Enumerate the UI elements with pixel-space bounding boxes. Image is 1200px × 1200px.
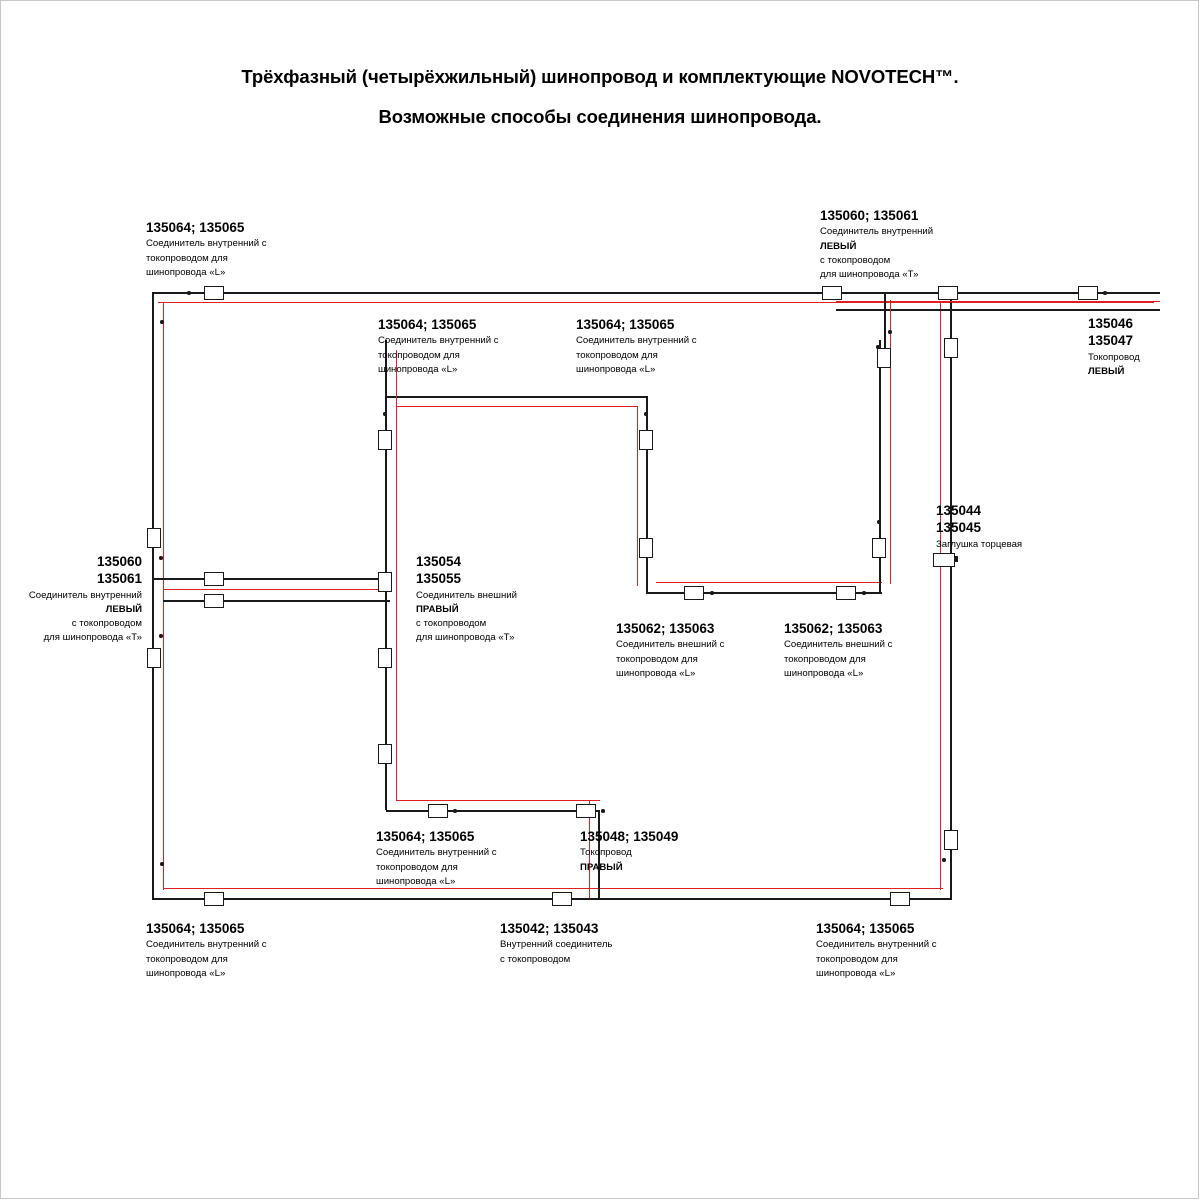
label-code: 135046 bbox=[1088, 316, 1134, 331]
connector-dot bbox=[601, 809, 605, 813]
label-outer-t-right bbox=[416, 553, 517, 645]
label-desc-line: Соединитель внутренний bbox=[820, 226, 934, 238]
connector-left-edge-lower[interactable] bbox=[147, 648, 161, 668]
label-desc-line: Заглушка торцевая bbox=[936, 538, 1023, 550]
label-desc-line: с токопроводом bbox=[71, 618, 142, 630]
conductor-inner-right-outer bbox=[890, 350, 891, 584]
label-code: 135062; 135063 bbox=[784, 621, 883, 636]
label-desc-bold: ЛЕВЫЙ bbox=[820, 240, 857, 252]
label-code: 135060; 135061 bbox=[820, 208, 919, 223]
conductor-inner-left bbox=[396, 350, 397, 800]
label-desc-line: Соединитель внешний с bbox=[616, 639, 725, 651]
label-desc-line bbox=[580, 862, 678, 874]
label-left-inner-t bbox=[0, 553, 142, 645]
label-desc-line: Внутренний соединитель bbox=[500, 939, 613, 951]
connector-dot bbox=[1103, 291, 1107, 295]
connector-right-edge-lower[interactable] bbox=[944, 830, 958, 850]
label-desc-line: шинопровода «L» bbox=[576, 363, 656, 375]
connector-dot bbox=[876, 345, 880, 349]
connector-inner-top-left[interactable] bbox=[378, 430, 392, 450]
label-desc-line: шинопровода «L» bbox=[376, 875, 456, 887]
connector-bottom-mid[interactable] bbox=[552, 892, 572, 906]
label-busbar-right bbox=[580, 828, 678, 874]
connector-inner-left-lower[interactable] bbox=[378, 648, 392, 668]
connector-dot bbox=[453, 809, 457, 813]
connector-dot bbox=[877, 520, 881, 524]
label-desc-line bbox=[820, 241, 933, 253]
conductor-left-outer bbox=[163, 302, 164, 890]
label-code: 135048; 135049 bbox=[580, 829, 679, 844]
connector-inner-left-bottom[interactable] bbox=[378, 744, 392, 764]
connector-dot bbox=[383, 412, 387, 416]
conductor-lower-inner-bottom bbox=[396, 800, 600, 801]
label-desc-line bbox=[1088, 366, 1140, 378]
label-desc-line: токопроводом для bbox=[816, 953, 898, 965]
label-desc-line: шинопровода «L» bbox=[816, 967, 896, 979]
label-desc-line: токопроводом для bbox=[576, 349, 658, 361]
label-desc-line bbox=[416, 604, 517, 616]
label-code: 135062; 135063 bbox=[616, 621, 715, 636]
label-desc-line: шинопровода «L» bbox=[784, 667, 864, 679]
label-desc-line: токопроводом для bbox=[146, 953, 228, 965]
label-desc-bold: ПРАВЫЙ bbox=[416, 603, 459, 615]
label-desc-line: с токопроводом bbox=[416, 618, 487, 630]
connector-inner-top-right[interactable] bbox=[639, 430, 653, 450]
conductor-right-outer bbox=[940, 302, 941, 890]
busbar-lower-inner-bottom bbox=[386, 810, 600, 812]
connector-top-left-inner-l[interactable] bbox=[204, 286, 224, 300]
label-end-cap bbox=[936, 502, 1022, 551]
connector-dot bbox=[644, 412, 648, 416]
label-code: 135064; 135065 bbox=[146, 921, 245, 936]
label-desc-line: токопроводом для bbox=[378, 349, 460, 361]
connector-inner-right-mid[interactable] bbox=[872, 538, 886, 558]
connector-top-t-right[interactable] bbox=[938, 286, 958, 300]
label-code: 135064; 135065 bbox=[576, 317, 675, 332]
busbar-left-outer bbox=[152, 292, 154, 900]
label-desc-line: токопроводом для bbox=[376, 861, 458, 873]
label-code: 135061 bbox=[96, 571, 142, 587]
connector-lower-inner-bottom-right[interactable] bbox=[576, 804, 596, 818]
connector-dot bbox=[159, 634, 163, 638]
connector-inner-left-mid[interactable] bbox=[378, 572, 392, 592]
label-desc-line: шинопровода «L» bbox=[616, 667, 696, 679]
connector-inner-bottom-left[interactable] bbox=[639, 538, 653, 558]
conductor-inner-top bbox=[396, 406, 638, 407]
label-desc-line: Соединитель внутренний с bbox=[376, 847, 497, 859]
label-desc-line: для шинопровода «Т» bbox=[416, 632, 515, 644]
connector-right-edge-upper[interactable] bbox=[944, 338, 958, 358]
busbar-middle-left-2 bbox=[163, 600, 390, 602]
label-desc-line: с токопроводом bbox=[500, 953, 571, 965]
busbar-inner-top bbox=[386, 396, 648, 398]
connector-bottom-right[interactable] bbox=[890, 892, 910, 906]
label-outer-l-b bbox=[784, 620, 892, 680]
label-bottom-internal-connector bbox=[500, 920, 612, 966]
label-desc-line: Соединитель внутренний с bbox=[378, 335, 499, 347]
connector-dot bbox=[862, 591, 866, 595]
label-bottom-mid-inner-l bbox=[376, 828, 497, 888]
label-desc-bold: ЛЕВЫЙ bbox=[1088, 365, 1125, 377]
label-desc-line: Соединитель внутренний с bbox=[146, 238, 267, 250]
busbar-middle-left bbox=[152, 578, 390, 580]
label-desc-line: токопроводом для bbox=[784, 653, 866, 665]
connector-left-edge-upper[interactable] bbox=[147, 528, 161, 548]
label-code: 135045 bbox=[936, 520, 982, 536]
page-title-line-2: Возможные способы соединения шинопровода. bbox=[378, 106, 822, 127]
page-title-line-1: Трёхфазный (четырёхжильный) шинопровод и комплектующие NOVOTECH™. bbox=[241, 66, 959, 87]
label-desc-line: шинопровода «L» bbox=[146, 967, 226, 979]
connector-dot bbox=[160, 320, 164, 324]
connector-top-t-left[interactable] bbox=[822, 286, 842, 300]
label-busbar-left bbox=[1088, 315, 1140, 378]
label-desc-line: Соединитель внутренний с bbox=[816, 939, 937, 951]
label-code: 135064; 135065 bbox=[378, 317, 477, 332]
label-desc-line: шинопровода «L» bbox=[146, 266, 226, 278]
label-desc-line: шинопровода «L» bbox=[378, 363, 458, 375]
label-top-right-inner-t-left bbox=[820, 207, 933, 281]
connector-t-stub-bottom[interactable] bbox=[877, 348, 891, 368]
connector-top-right-end[interactable] bbox=[1078, 286, 1098, 300]
connector-lower-inner-bottom-left[interactable] bbox=[428, 804, 448, 818]
label-desc-line: с токопроводом bbox=[820, 254, 891, 266]
conductor-inner-right bbox=[637, 406, 638, 586]
label-desc-line bbox=[0, 604, 142, 616]
label-desc-bold: ПРАВЫЙ bbox=[580, 861, 623, 873]
connector-dot bbox=[187, 291, 191, 295]
label-desc-line: токопроводом для bbox=[146, 252, 228, 264]
connector-dot bbox=[160, 862, 164, 866]
label-mid-inner-l-b bbox=[576, 316, 697, 376]
label-code: 135042; 135043 bbox=[500, 921, 599, 936]
label-top-left-inner-l bbox=[146, 219, 267, 279]
label-desc-line: токопроводом для bbox=[616, 653, 698, 665]
conductor-middle-left bbox=[163, 589, 390, 590]
label-code: 135047 bbox=[1088, 333, 1134, 349]
label-desc-line: для шинопровода «Т» bbox=[820, 269, 919, 281]
label-code: 135064; 135065 bbox=[146, 220, 245, 235]
connector-dot bbox=[159, 556, 163, 560]
label-desc-line: Соединитель внешний с bbox=[784, 639, 893, 651]
connector-inner-bottom-mid[interactable] bbox=[684, 586, 704, 600]
conductor-bottom-outer bbox=[163, 888, 943, 889]
label-desc-line: Соединитель внутренний с bbox=[146, 939, 267, 951]
label-desc-line: Токопровод bbox=[580, 847, 632, 859]
busbar-right-outer bbox=[950, 292, 952, 900]
connector-middle-left-t-upper[interactable] bbox=[204, 572, 224, 586]
label-desc-line: Соединитель внутренний bbox=[28, 589, 142, 601]
label-desc-line: Соединитель внутренний с bbox=[576, 335, 697, 347]
label-bottom-left-inner-l bbox=[146, 920, 267, 980]
busbar-inner-right bbox=[646, 396, 648, 594]
label-desc-line: Токопровод bbox=[1088, 351, 1140, 363]
label-code: 135060 bbox=[96, 554, 142, 569]
connector-bottom-left[interactable] bbox=[204, 892, 224, 906]
label-mid-inner-l-a bbox=[378, 316, 499, 376]
label-code: 135064; 135065 bbox=[376, 829, 475, 844]
label-code: 135064; 135065 bbox=[816, 921, 915, 936]
connector-middle-left-t-lower[interactable] bbox=[204, 594, 224, 608]
label-desc-line: Соединитель внешний bbox=[416, 589, 518, 601]
label-code: 135054 bbox=[416, 554, 462, 569]
label-desc-line: для шинопровода «Т» bbox=[43, 632, 142, 644]
connector-dot bbox=[942, 858, 946, 862]
busbar-top-right-branch bbox=[820, 292, 1160, 294]
label-outer-l-a bbox=[616, 620, 724, 680]
conductor-inner-bottom bbox=[656, 582, 882, 583]
connector-dot bbox=[710, 591, 714, 595]
label-code: 135044 bbox=[936, 503, 982, 518]
label-code: 135055 bbox=[416, 571, 462, 587]
connector-dot bbox=[888, 330, 892, 334]
label-desc-bold: ЛЕВЫЙ bbox=[105, 603, 142, 615]
label-bottom-right-inner-l bbox=[816, 920, 937, 980]
end-cap-block bbox=[933, 553, 955, 567]
connector-inner-bottom-right[interactable] bbox=[836, 586, 856, 600]
